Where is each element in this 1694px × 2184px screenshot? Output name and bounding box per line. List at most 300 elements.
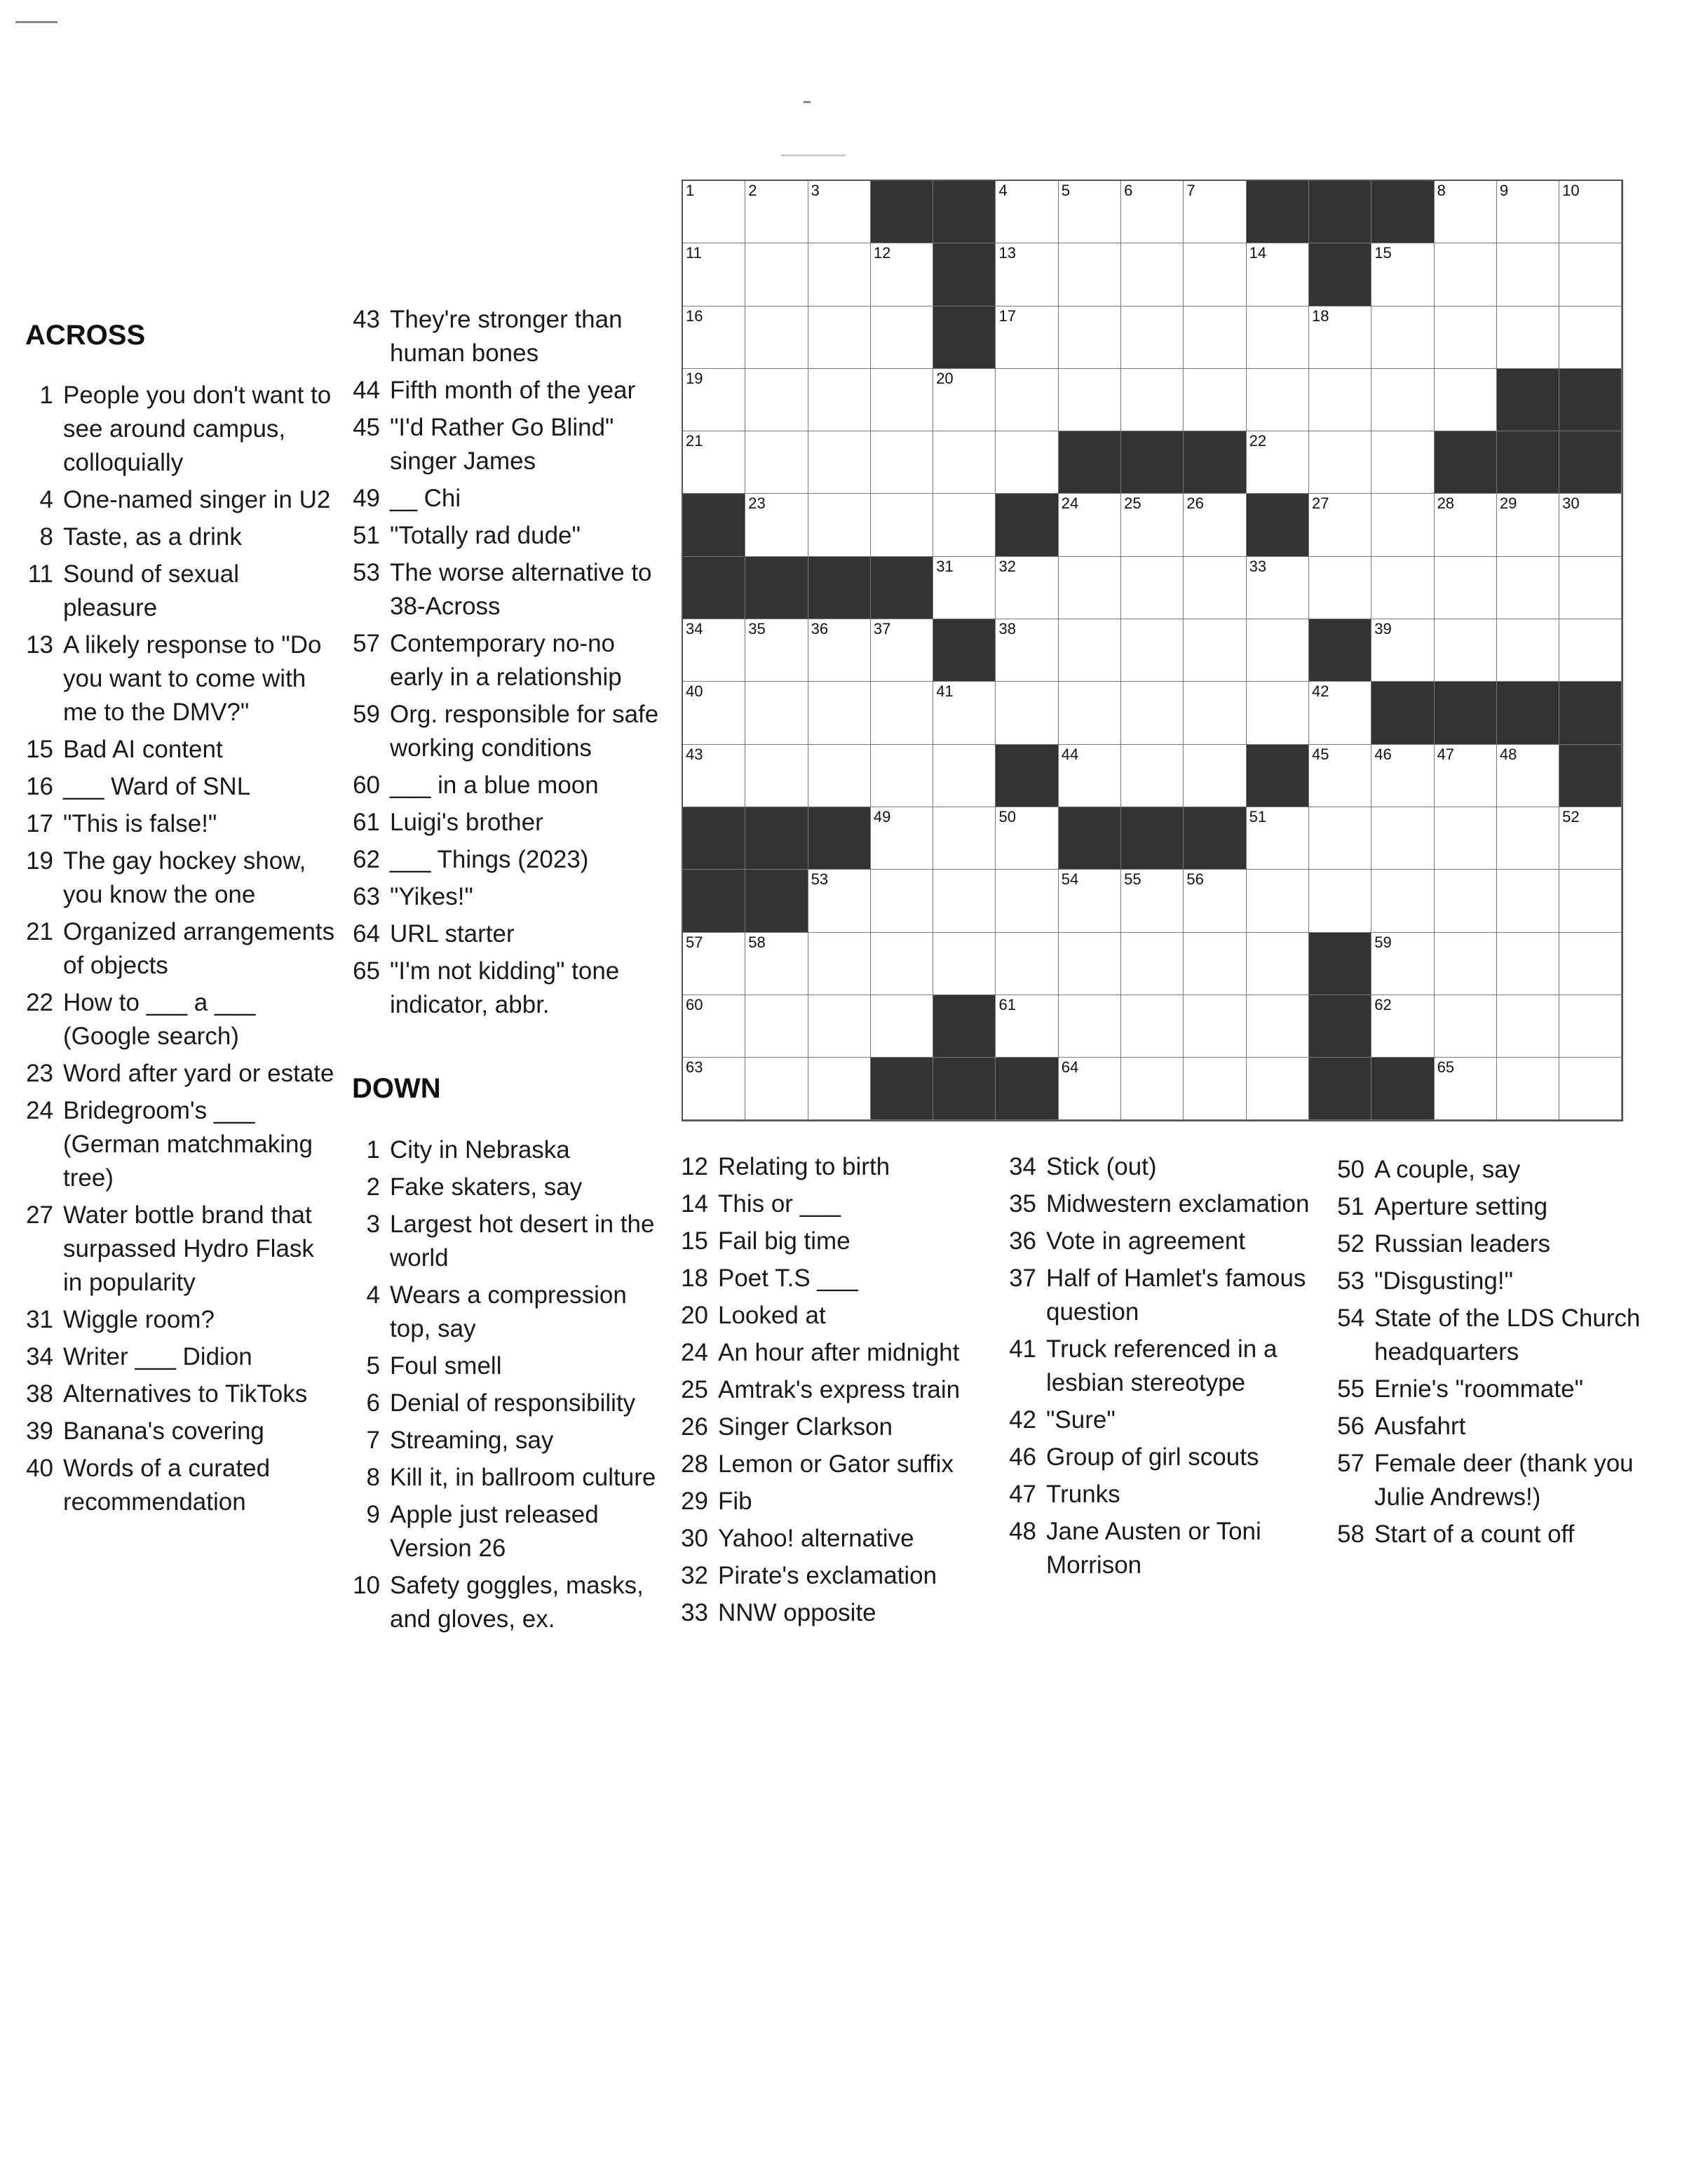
grid-cell[interactable] [1121, 369, 1184, 431]
grid-cell[interactable] [1247, 243, 1309, 306]
grid-cell[interactable] [1371, 431, 1434, 494]
clue-text: Vote in agreement [1046, 1227, 1246, 1255]
grid-cell[interactable] [1247, 369, 1309, 431]
grid-cell[interactable] [1559, 306, 1622, 369]
clue-text: Banana's covering [63, 1417, 264, 1445]
grid-cell[interactable] [808, 995, 871, 1058]
clue-item [1007, 1441, 1322, 1474]
clue-item [351, 1387, 666, 1420]
grid-cell[interactable] [1371, 369, 1434, 431]
grid-cell[interactable] [933, 682, 996, 744]
clue-number: 4 [39, 486, 53, 513]
clue-number: 6 [366, 1389, 380, 1417]
grid-cell[interactable] [1559, 494, 1622, 556]
cell-number: 15 [1374, 244, 1392, 262]
grid-cell[interactable] [871, 243, 933, 306]
grid-cell[interactable] [745, 682, 808, 744]
cell-number: 22 [1249, 432, 1267, 450]
grid-cell[interactable] [933, 807, 996, 870]
grid-cell[interactable] [1121, 243, 1184, 306]
grid-cell[interactable] [1247, 933, 1309, 995]
grid-cell[interactable] [1435, 745, 1497, 807]
clue-item [351, 1133, 666, 1167]
grid-cell[interactable] [996, 431, 1058, 494]
grid-cell[interactable] [933, 431, 996, 494]
clue-text: Ernie's "roommate" [1374, 1375, 1584, 1403]
grid-cell[interactable] [1247, 682, 1309, 744]
cell-number: 6 [1124, 182, 1133, 199]
grid-cell[interactable] [1184, 1058, 1246, 1120]
grid-cell[interactable] [1247, 807, 1309, 870]
grid-cell[interactable] [745, 619, 808, 682]
grid-cell[interactable] [933, 557, 996, 619]
grid-cell[interactable] [1497, 494, 1559, 556]
clue-item [351, 1461, 666, 1495]
grid-cell[interactable] [1059, 933, 1121, 995]
grid-cell[interactable] [1121, 745, 1184, 807]
clue-text: Aperture setting [1374, 1193, 1548, 1220]
cell-number: 38 [998, 620, 1016, 638]
grid-cell[interactable] [871, 745, 933, 807]
grid-cell[interactable] [871, 995, 933, 1058]
cell-number: 33 [1249, 557, 1267, 575]
grid-cell[interactable] [808, 1058, 871, 1120]
grid-cell[interactable] [871, 933, 933, 995]
clue-text: Yahoo! alternative [718, 1525, 914, 1552]
clue-item [351, 806, 666, 840]
clue-number: 23 [26, 1060, 53, 1087]
grid-cell[interactable] [808, 619, 871, 682]
grid-black-square [1059, 431, 1121, 494]
grid-cell[interactable] [1184, 870, 1246, 932]
grid-cell[interactable] [1184, 181, 1246, 243]
cell-number: 11 [686, 244, 702, 262]
grid-cell[interactable] [871, 431, 933, 494]
grid-cell[interactable] [933, 745, 996, 807]
grid-cell[interactable] [996, 181, 1058, 243]
grid-cell[interactable] [1559, 181, 1622, 243]
grid-cell[interactable] [1059, 306, 1121, 369]
grid-cell[interactable] [1059, 682, 1121, 744]
grid-cell[interactable] [745, 494, 808, 556]
grid-cell[interactable] [808, 870, 871, 932]
clue-item [351, 374, 666, 407]
grid-cell[interactable] [1435, 306, 1497, 369]
grid-cell[interactable] [1121, 494, 1184, 556]
grid-black-square [1247, 494, 1309, 556]
clue-text: Trunks [1046, 1481, 1120, 1508]
grid-cell[interactable] [1371, 557, 1434, 619]
clue-item [351, 1498, 666, 1565]
clue-item [351, 769, 666, 802]
grid-cell[interactable] [871, 870, 933, 932]
grid-cell[interactable] [1059, 619, 1121, 682]
grid-cell[interactable] [933, 870, 996, 932]
clue-number: 24 [26, 1097, 53, 1124]
grid-cell[interactable] [1559, 243, 1622, 306]
cell-number: 37 [873, 620, 891, 638]
grid-cell[interactable] [1435, 557, 1497, 619]
grid-cell[interactable] [1184, 682, 1246, 744]
grid-cell[interactable] [745, 369, 808, 431]
grid-cell[interactable] [1247, 431, 1309, 494]
clue-number: 34 [1009, 1153, 1036, 1180]
grid-cell[interactable] [1559, 870, 1622, 932]
grid-cell[interactable] [1559, 619, 1622, 682]
grid-black-square [683, 557, 745, 619]
clue-number: 21 [26, 918, 53, 945]
grid-cell[interactable] [1184, 494, 1246, 556]
clue-number: 49 [353, 485, 380, 512]
grid-cell[interactable] [683, 181, 745, 243]
grid-cell[interactable] [996, 995, 1058, 1058]
grid-cell[interactable] [996, 369, 1058, 431]
grid-cell[interactable] [1121, 933, 1184, 995]
clue-item [24, 1094, 339, 1195]
grid-black-square [996, 1058, 1058, 1120]
grid-cell[interactable] [1121, 1058, 1184, 1120]
grid-cell[interactable] [1059, 243, 1121, 306]
grid-cell[interactable] [1309, 431, 1371, 494]
grid-cell[interactable] [808, 745, 871, 807]
grid-cell[interactable] [871, 369, 933, 431]
grid-cell[interactable] [683, 243, 745, 306]
grid-cell[interactable] [1309, 306, 1371, 369]
grid-cell[interactable] [1184, 619, 1246, 682]
clue-text: ___ Things (2023) [390, 846, 589, 873]
cell-number: 53 [811, 870, 829, 889]
cell-number: 35 [748, 620, 766, 638]
clue-number: 28 [681, 1450, 708, 1478]
clue-item [679, 1373, 994, 1407]
grid-cell[interactable] [1184, 933, 1246, 995]
grid-cell[interactable] [808, 181, 871, 243]
grid-cell[interactable] [1309, 870, 1371, 932]
down-clues-col4 [1335, 1153, 1651, 1555]
clue-text: Water bottle brand that surpassed Hydro Flask in popularity [63, 1201, 314, 1296]
clue-number: 9 [366, 1501, 380, 1528]
grid-cell[interactable] [745, 745, 808, 807]
grid-cell[interactable] [1435, 995, 1497, 1058]
grid-cell[interactable] [1559, 807, 1622, 870]
grid-cell[interactable] [808, 306, 871, 369]
cell-number: 59 [1374, 933, 1392, 951]
clue-number: 16 [26, 773, 53, 800]
grid-cell[interactable] [1184, 557, 1246, 619]
cell-number: 58 [748, 933, 766, 951]
grid-cell[interactable] [1309, 745, 1371, 807]
clue-text: Group of girl scouts [1046, 1443, 1259, 1471]
grid-cell[interactable] [1121, 995, 1184, 1058]
grid-cell[interactable] [745, 431, 808, 494]
grid-cell[interactable] [1559, 933, 1622, 995]
grid-cell[interactable] [1371, 870, 1434, 932]
grid-cell[interactable] [683, 369, 745, 431]
grid-cell[interactable] [1309, 807, 1371, 870]
grid-cell[interactable] [871, 306, 933, 369]
grid-cell[interactable] [996, 557, 1058, 619]
grid-black-square [1309, 995, 1371, 1058]
grid-cell[interactable] [1184, 369, 1246, 431]
crossword-grid [682, 180, 1623, 1121]
grid-cell[interactable] [1497, 181, 1559, 243]
grid-cell[interactable] [1247, 557, 1309, 619]
grid-black-square [1309, 243, 1371, 306]
grid-cell[interactable] [1497, 933, 1559, 995]
cell-number: 23 [748, 494, 766, 513]
grid-cell[interactable] [1435, 243, 1497, 306]
grid-cell[interactable] [808, 682, 871, 744]
grid-cell[interactable] [996, 306, 1058, 369]
clue-number: 42 [1009, 1406, 1036, 1434]
clue-text: Bridegroom's ___ (German matchmaking tree) [63, 1097, 313, 1192]
clue-number: 35 [1009, 1190, 1036, 1218]
clue-number: 24 [681, 1339, 708, 1366]
cell-number: 45 [1311, 745, 1329, 763]
grid-cell[interactable] [1059, 1058, 1121, 1120]
clue-item [1007, 1150, 1322, 1184]
grid-black-square [1309, 619, 1371, 682]
grid-cell[interactable] [1121, 619, 1184, 682]
grid-cell[interactable] [808, 369, 871, 431]
clue-number: 53 [353, 559, 380, 586]
grid-cell[interactable] [871, 807, 933, 870]
clue-number: 61 [353, 809, 380, 836]
grid-cell[interactable] [1184, 243, 1246, 306]
clue-text: How to ___ a ___ (Google search) [63, 989, 256, 1050]
grid-cell[interactable] [871, 682, 933, 744]
clue-number: 50 [1337, 1156, 1364, 1183]
clue-item [1335, 1302, 1651, 1369]
grid-cell[interactable] [1497, 557, 1559, 619]
grid-cell[interactable] [1497, 243, 1559, 306]
grid-cell[interactable] [1497, 619, 1559, 682]
grid-cell[interactable] [1497, 306, 1559, 369]
grid-cell[interactable] [683, 933, 745, 995]
clue-number: 1 [39, 382, 53, 409]
clue-item [24, 483, 339, 517]
grid-cell[interactable] [1371, 933, 1434, 995]
grid-cell[interactable] [1121, 306, 1184, 369]
grid-cell[interactable] [808, 933, 871, 995]
grid-cell[interactable] [683, 995, 745, 1058]
grid-cell[interactable] [1121, 870, 1184, 932]
cell-number: 47 [1437, 745, 1455, 763]
grid-cell[interactable] [996, 933, 1058, 995]
grid-cell[interactable] [1435, 870, 1497, 932]
clue-number: 36 [1009, 1227, 1036, 1255]
grid-cell[interactable] [1559, 995, 1622, 1058]
grid-black-square [1309, 933, 1371, 995]
grid-cell[interactable] [933, 933, 996, 995]
grid-cell[interactable] [1435, 807, 1497, 870]
grid-cell[interactable] [1497, 1058, 1559, 1120]
grid-black-square [933, 619, 996, 682]
clue-item [679, 1225, 994, 1258]
grid-cell[interactable] [1247, 870, 1309, 932]
grid-cell[interactable] [933, 494, 996, 556]
grid-cell[interactable] [1371, 619, 1434, 682]
grid-cell[interactable] [1184, 995, 1246, 1058]
grid-cell[interactable] [1247, 306, 1309, 369]
clue-item [351, 698, 666, 765]
grid-cell[interactable] [1121, 557, 1184, 619]
cell-number: 7 [1186, 182, 1195, 199]
clue-number: 60 [353, 771, 380, 799]
cell-number: 14 [1249, 244, 1267, 262]
grid-cell[interactable] [1559, 557, 1622, 619]
scan-speck [15, 21, 57, 23]
clue-number: 18 [681, 1265, 708, 1292]
clue-text: Word after yard or estate [63, 1060, 334, 1087]
clue-item [351, 1424, 666, 1457]
clue-text: Foul smell [390, 1352, 502, 1380]
grid-cell[interactable] [1059, 181, 1121, 243]
clue-number: 19 [26, 847, 53, 875]
grid-cell[interactable] [1247, 995, 1309, 1058]
grid-cell[interactable] [996, 807, 1058, 870]
clue-text: City in Nebraska [390, 1136, 570, 1164]
grid-cell[interactable] [1059, 494, 1121, 556]
grid-cell[interactable] [1497, 807, 1559, 870]
grid-cell[interactable] [1121, 181, 1184, 243]
grid-cell[interactable] [1184, 306, 1246, 369]
clue-number: 47 [1009, 1481, 1036, 1508]
clue-number: 27 [26, 1201, 53, 1229]
grid-cell[interactable] [1309, 682, 1371, 744]
clue-item [1335, 1518, 1651, 1551]
grid-cell[interactable] [933, 369, 996, 431]
grid-cell[interactable] [683, 431, 745, 494]
grid-black-square [1309, 181, 1371, 243]
grid-cell[interactable] [808, 494, 871, 556]
grid-cell[interactable] [1371, 807, 1434, 870]
grid-black-square [1559, 369, 1622, 431]
cell-number: 39 [1374, 620, 1392, 638]
grid-cell[interactable] [745, 995, 808, 1058]
grid-cell[interactable] [1059, 369, 1121, 431]
grid-black-square [996, 745, 1058, 807]
clue-text: Words of a curated recommendation [63, 1455, 271, 1516]
grid-cell[interactable] [1309, 369, 1371, 431]
clue-text: Bad AI content [63, 736, 223, 763]
clue-text: An hour after midnight [718, 1339, 960, 1366]
clue-item [1007, 1333, 1322, 1400]
grid-cell[interactable] [1435, 1058, 1497, 1120]
grid-cell[interactable] [1559, 1058, 1622, 1120]
grid-cell[interactable] [1309, 557, 1371, 619]
grid-cell[interactable] [1121, 682, 1184, 744]
grid-cell[interactable] [1497, 995, 1559, 1058]
clue-item [351, 556, 666, 623]
grid-black-square [808, 807, 871, 870]
grid-cell[interactable] [1435, 494, 1497, 556]
clue-number: 38 [26, 1380, 53, 1408]
clue-number: 32 [681, 1562, 708, 1589]
grid-cell[interactable] [996, 619, 1058, 682]
cell-number: 25 [1124, 494, 1141, 513]
cell-number: 50 [998, 807, 1016, 825]
grid-cell[interactable] [1309, 494, 1371, 556]
grid-cell[interactable] [996, 870, 1058, 932]
grid-cell[interactable] [1371, 494, 1434, 556]
grid-cell[interactable] [745, 243, 808, 306]
grid-cell[interactable] [1059, 870, 1121, 932]
clue-item [1007, 1225, 1322, 1258]
clue-text: Jane Austen or Toni Morrison [1046, 1518, 1261, 1579]
grid-cell[interactable] [996, 682, 1058, 744]
grid-cell[interactable] [808, 243, 871, 306]
clue-number: 53 [1337, 1267, 1364, 1295]
grid-cell[interactable] [1371, 745, 1434, 807]
grid-cell[interactable] [808, 431, 871, 494]
grid-cell[interactable] [871, 494, 933, 556]
clue-text: Safety goggles, masks, and gloves, ex. [390, 1572, 644, 1633]
clue-text: People you don't want to see around campus, colloquially [63, 382, 332, 476]
clue-number: 25 [681, 1376, 708, 1403]
grid-cell[interactable] [1059, 557, 1121, 619]
grid-cell[interactable] [745, 306, 808, 369]
grid-cell[interactable] [1059, 995, 1121, 1058]
grid-cell[interactable] [683, 745, 745, 807]
grid-cell[interactable] [745, 1058, 808, 1120]
grid-cell[interactable] [1497, 745, 1559, 807]
grid-cell[interactable] [1371, 995, 1434, 1058]
clue-text: ___ in a blue moon [390, 771, 599, 799]
grid-cell[interactable] [1371, 243, 1434, 306]
grid-cell[interactable] [1059, 745, 1121, 807]
clue-item [351, 303, 666, 370]
grid-cell[interactable] [1371, 306, 1434, 369]
grid-cell[interactable] [871, 619, 933, 682]
grid-black-square [871, 1058, 933, 1120]
grid-cell[interactable] [1247, 619, 1309, 682]
clue-text: "Yikes!" [390, 883, 473, 910]
clue-number: 40 [26, 1455, 53, 1482]
clue-text: The worse alternative to 38-Across [390, 559, 652, 620]
grid-cell[interactable] [745, 181, 808, 243]
grid-cell[interactable] [1497, 870, 1559, 932]
grid-black-square [1184, 431, 1246, 494]
cell-number: 31 [936, 557, 954, 575]
grid-cell[interactable] [683, 306, 745, 369]
clue-number: 58 [1337, 1521, 1364, 1548]
clue-number: 10 [353, 1572, 380, 1599]
clue-item [24, 1415, 339, 1448]
clue-number: 7 [366, 1427, 380, 1454]
grid-cell[interactable] [1435, 933, 1497, 995]
grid-cell[interactable] [745, 933, 808, 995]
grid-cell[interactable] [1184, 745, 1246, 807]
grid-cell[interactable] [996, 243, 1058, 306]
grid-cell[interactable] [683, 619, 745, 682]
clue-item [24, 628, 339, 729]
clue-text: One-named singer in U2 [63, 486, 331, 513]
grid-cell[interactable] [683, 1058, 745, 1120]
clue-item [679, 1410, 994, 1444]
grid-cell[interactable] [1435, 619, 1497, 682]
cell-number: 16 [686, 306, 703, 325]
grid-black-square [745, 557, 808, 619]
cell-number: 17 [998, 306, 1016, 325]
grid-cell[interactable] [1435, 181, 1497, 243]
clue-number: 39 [26, 1417, 53, 1445]
grid-black-square [933, 243, 996, 306]
grid-cell[interactable] [683, 682, 745, 744]
grid-cell[interactable] [1435, 369, 1497, 431]
grid-black-square [1184, 807, 1246, 870]
grid-cell[interactable] [1247, 1058, 1309, 1120]
